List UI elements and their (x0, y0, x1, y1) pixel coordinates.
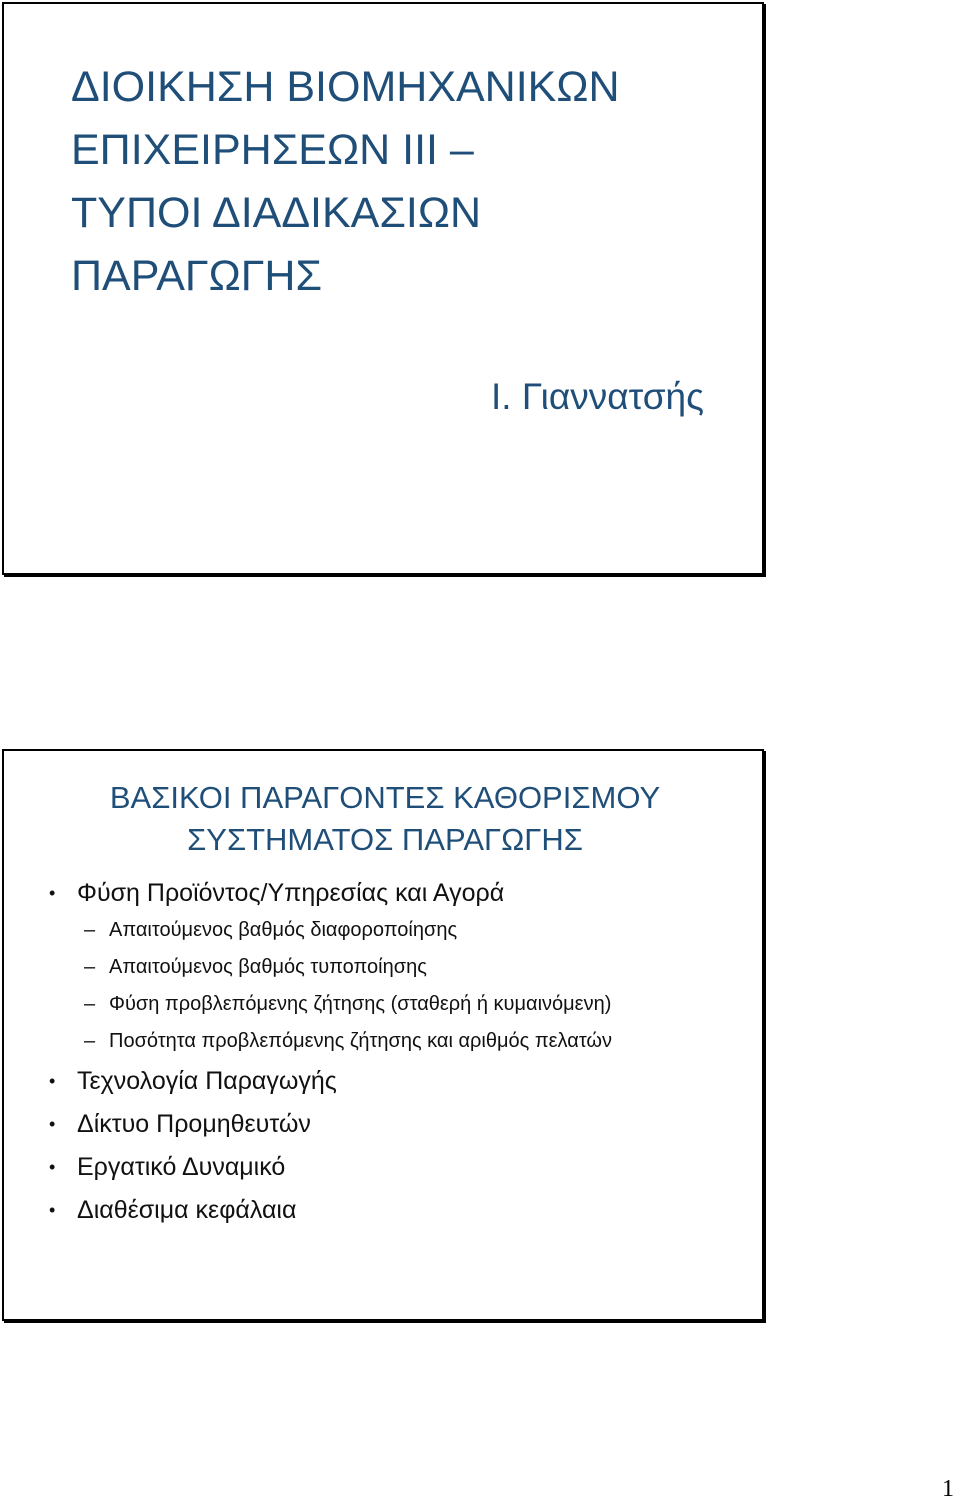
sub-bullet-item (4, 949, 612, 986)
dash-mark: – (84, 993, 96, 1015)
sub-bullet-text: Ποσότητα προβλεπόμενης ζήτησης και αριθμός πελατών (109, 1030, 613, 1052)
title-line: ΣΥΣΤΗΜΑΤΟΣ ΠΑΡΑΓΩΓΗΣ (187, 822, 583, 857)
dash-mark: – (84, 919, 96, 941)
slide-2-title (4, 777, 766, 861)
bullet-item (4, 1103, 612, 1146)
sub-bullet-item (4, 986, 612, 1023)
title-line: ΒΑΣΙΚΟΙ ΠΑΡΑΓΟΝΤΕΣ ΚΑΘΟΡΙΣΜΟΥ (109, 780, 661, 815)
slide-1 (2, 2, 764, 575)
dash-mark: – (84, 956, 96, 978)
bullet-item (4, 1146, 612, 1189)
author-name: Ι. Γιαννατσής (491, 376, 704, 417)
bullet-text: Φύση Προϊόντος/Υπηρεσίας και Αγορά (77, 879, 505, 907)
page-number: 1 (942, 1476, 954, 1502)
bullet-text: Εργατικό Δυναμικό (77, 1153, 286, 1181)
sub-bullet-item (4, 912, 612, 949)
sub-bullet-item (4, 1023, 612, 1060)
title-line: ΤΥΠΟΙ ΔΙΑΔΙΚΑΣΙΩΝ (71, 189, 482, 237)
title-line: ΔΙΟΙΚΗΣΗ ΒΙΟΜΗΧΑΝΙΚΩΝ (71, 63, 620, 111)
bullet-item (4, 1189, 612, 1232)
sub-bullet-text: Απαιτούμενος βαθμός τυποποίησης (109, 956, 427, 978)
slide-2 (2, 749, 764, 1321)
bullet-text: Διαθέσιμα κεφάλαια (77, 1196, 297, 1224)
title-line: ΕΠΙΧΕΙΡΗΣΕΩΝ ΙΙΙ – (71, 126, 474, 174)
bullet-mark: • (49, 1071, 56, 1091)
bullet-mark: • (49, 1157, 56, 1177)
bullet-text: Δίκτυο Προμηθευτών (77, 1110, 311, 1138)
bullet-mark: • (49, 883, 56, 903)
bullet-mark: • (49, 1114, 56, 1134)
sub-bullet-text: Φύση προβλεπόμενης ζήτησης (σταθερή ή κυμαινόμενη) (109, 993, 612, 1015)
bullet-text: Τεχνολογία Παραγωγής (77, 1067, 337, 1095)
title-line: ΠΑΡΑΓΩΓΗΣ (71, 252, 323, 300)
bullet-item (4, 874, 612, 912)
slide-1-title (71, 56, 751, 308)
bullet-list (4, 874, 612, 1232)
bullet-mark: • (49, 1200, 56, 1220)
dash-mark: – (84, 1030, 96, 1052)
sub-bullet-text: Απαιτούμενος βαθμός διαφοροποίησης (109, 919, 458, 941)
bullet-item (4, 1060, 612, 1103)
